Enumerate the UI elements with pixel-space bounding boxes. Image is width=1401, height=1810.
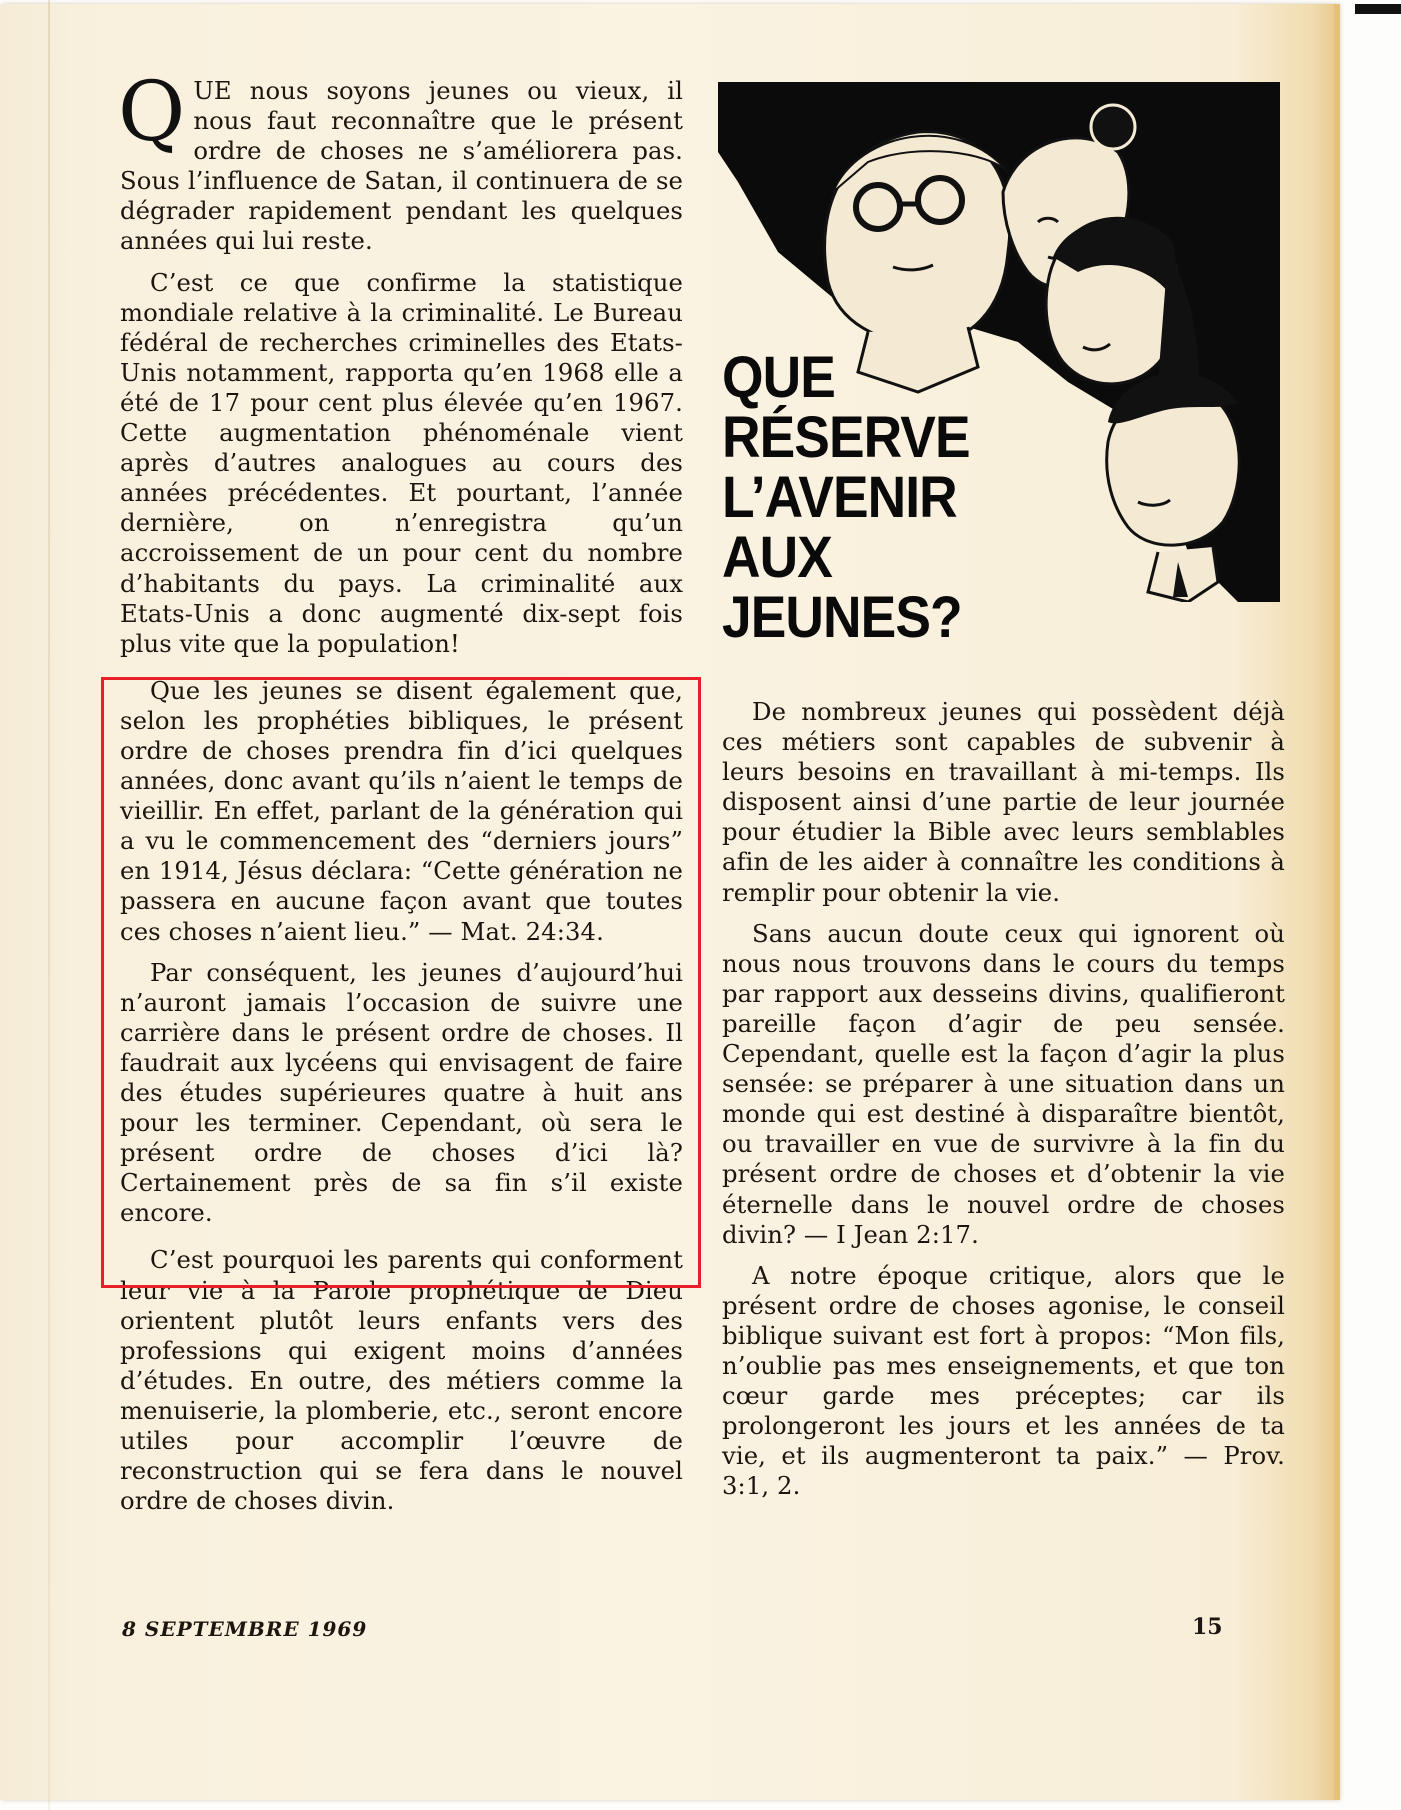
right-paragraph-trades: De nombreux jeunes qui possèdent déjà ces métiers sont capables de subvenir à leurs besoins en travaillant à mi-temps. Ils disposent ainsi d’une partie de leur journée pour étudier la Bible avec leurs semblables afin de les aider à connaître les conditions à remplir pour obtenir la vie. [722, 697, 1285, 907]
highlighted-paragraph-career: Par conséquent, les jeunes d’aujourd’hui n’auront jamais l’occasion de suivre une carrière dans le présent ordre de choses. Il faudrait aux lycéens qui envisagent de faire des études supérieures quatre à huit ans pour les terminer. Cependant, où sera le présent ordre de choses d’ici là? Certainement près de sa fin s’il existe encore. [120, 957, 683, 1228]
highlighted-paragraph-prophecy: Que les jeunes se disent également que, selon les prophéties bibliques, le présent ordre de choses prendra fin d’ici quelques années, donc avant qu’ils n’aient le temps de vieillir. En effet, parlant de la génération qui a vu le commencement des “derniers jours” en 1914, Jésus déclara: “Cette génération ne passera en aucune façon avant que toutes ces choses n’aient lieu.” — Mat. 24:34. [120, 675, 683, 946]
scan-edge-strip [1355, 4, 1401, 14]
crime-statistics-paragraph: C’est ce que confirme la statistique mondiale relative à la criminalité. Le Bureau fédéral de recherches criminelles des Etats-Unis notamment, rapporta qu’en 1968 elle a été de 17 pour cent plus élevée qu’en 1967. Cette augmentation phénoménale vient après d’autres analogues au cours des années précédentes. Et pourtant, l’année dernière, on n’enregistra qu’un accroissement de un pour cent du nombre d’habitants du pays. La criminalité aux Etats-Unis a donc augmenté dix-sept fois plus vite que la population! [120, 267, 683, 658]
drop-cap: Q [118, 65, 186, 160]
headline-line: L’AVENIR [722, 465, 957, 530]
article-headline [722, 345, 970, 650]
issue-date: 8 SEPTEMBRE 1969 [122, 1617, 368, 1641]
right-paragraph-counsel: A notre époque critique, alors que le présent ordre de choses agonise, le conseil biblique suivant est fort à propos: “Mon fils, n’oublie pas mes enseignements, et que ton cœur garde mes préceptes; car ils prolongeront les jours et les années de ta vie, et ils augmenteront ta paix.” — Prov. 3:1, 2. [722, 1260, 1285, 1501]
highlight-annotation-box [101, 677, 701, 1288]
intro-paragraph-text: UE nous soyons jeunes ou vieux, il nous faut reconnaître que le présent ordre de choses ne s’améliorera pas. Sous l’influence de Satan, il continuera de se dégrader rapidement pendant les quelques années qui lui reste. [120, 76, 683, 256]
page-edge [1334, 4, 1340, 1800]
right-column [722, 697, 1285, 1512]
page-fold-line [48, 0, 50, 1810]
headline-line: RÉSERVE [722, 405, 970, 470]
trades-paragraph: C’est pourquoi les parents qui conforment leur vie à la Parole prophétique de Dieu orientent plutôt leurs enfants vers des professions qui exigent moins d’années d’études. En outre, des métiers comme la menuiserie, la plomberie, etc., seront encore utiles pour accomplir l’œuvre de reconstruction qui se fera dans le nouvel ordre de choses divin. [120, 1245, 683, 1516]
right-paragraph-wisdom: Sans aucun doute ceux qui ignorent où nous nous trouvons dans le cours du temps par rapport aux desseins divins, qualifieront pareille façon d’agir de peu sensée. Cependant, quelle est la façon d’agir la plus sensée: se préparer à une situation dans un monde qui est destiné à disparaître bientôt, ou travailler en vue de survivre à la fin du présent ordre de choses et d’obtenir la vie éternelle dans le nouvel ordre de choses divin? — I Jean 2:17. [722, 918, 1285, 1249]
headline-line: JEUNES? [722, 585, 962, 650]
intro-paragraph [118, 65, 683, 257]
page-number: 15 [1192, 1614, 1223, 1640]
headline-line: QUE [722, 345, 835, 410]
headline-line: AUX [722, 525, 832, 590]
